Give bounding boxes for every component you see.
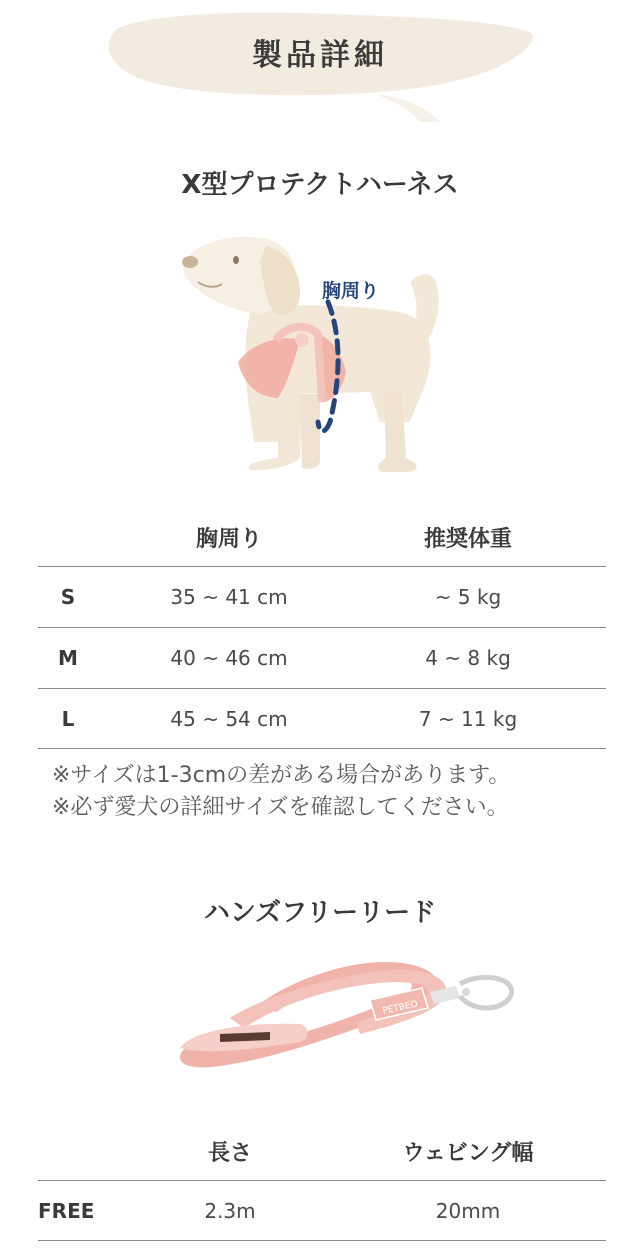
table-row [38, 627, 606, 688]
weight-cell: ~ 5 kg [434, 585, 502, 609]
table-row [38, 566, 606, 627]
table-row [38, 1180, 606, 1241]
header-length: 長さ [207, 1141, 252, 1166]
harness-size-table [38, 510, 606, 749]
leash-brand-text: PETBEO [381, 999, 419, 1017]
size-cell: S [60, 585, 76, 609]
chest-cell: 45 ~ 54 cm [170, 707, 288, 731]
note-line: ※サイズは1-3cmの差がある場合があります。 [52, 763, 511, 788]
size-cell: FREE [38, 1199, 95, 1223]
chest-cell: 35 ~ 41 cm [170, 585, 288, 609]
webbing-cell: 20mm [435, 1199, 501, 1223]
title-banner [0, 0, 640, 130]
weight-cell: 4 ~ 8 kg [425, 646, 511, 670]
leash-illustration [160, 948, 530, 1078]
note-line: ※必ず愛犬の詳細サイズを確認してください。 [52, 795, 509, 820]
dog-harness-illustration [170, 222, 470, 484]
header-chest: 胸周り [195, 527, 262, 552]
size-cell: M [58, 646, 78, 670]
page-title: 製品詳細 [252, 38, 388, 73]
leash-spec-table [38, 1124, 606, 1241]
harness-title: X型プロテクトハーネス [181, 170, 459, 200]
weight-cell: 7 ~ 11 kg [418, 707, 518, 731]
header-webbing-width: ウェビング幅 [402, 1141, 534, 1166]
table-row [38, 688, 606, 749]
length-cell: 2.3m [204, 1199, 256, 1223]
header-weight: 推奨体重 [423, 527, 512, 552]
table-header [38, 510, 606, 566]
leash-title: ハンズフリーリード [203, 898, 437, 928]
size-cell: L [61, 707, 75, 731]
table-header [38, 1124, 606, 1180]
chest-cell: 40 ~ 46 cm [170, 646, 288, 670]
size-notes [52, 760, 612, 824]
chest-girth-label: 胸周り [322, 280, 380, 302]
